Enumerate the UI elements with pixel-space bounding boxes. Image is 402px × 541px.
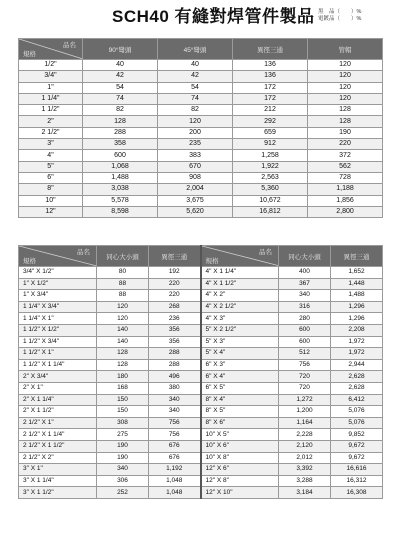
size-cell: 12" X 10" (201, 487, 279, 499)
size-cell: 8" (19, 184, 83, 195)
price-cell: 1,188 (308, 184, 383, 195)
price-cell: 74 (158, 93, 233, 104)
price-cell: 128 (83, 116, 158, 127)
size-cell: 1 1/2" X 3/4" (19, 336, 97, 348)
size-cell: 12" X 8" (201, 475, 279, 487)
table-header-row (19, 246, 383, 267)
price-cell: 288 (83, 127, 158, 138)
price-cell: 2,004 (158, 184, 233, 195)
size-cell: 3" X 1" (19, 464, 97, 476)
price-cell: 600 (279, 336, 331, 348)
price-cell: 54 (83, 82, 158, 93)
price-cell: 2,628 (331, 382, 383, 394)
price-cell: 1,296 (331, 301, 383, 313)
corner-header: 品名 規格 (201, 246, 279, 267)
price-cell: 5,620 (158, 206, 233, 217)
table-row (19, 93, 383, 104)
price-cell: 1,972 (331, 348, 383, 360)
price-cell: 2,800 (308, 206, 383, 217)
col-header-reducing-tee: 異徑三通 (331, 246, 383, 267)
price-cell: 756 (149, 429, 201, 441)
size-cell: 4" X 2" (201, 290, 279, 302)
col-header-reducing-tee: 異徑三通 (233, 39, 308, 60)
size-cell: 2" X 3/4" (19, 371, 97, 383)
price-cell: 40 (83, 60, 158, 71)
size-cell: 12" (19, 206, 83, 217)
price-cell: 136 (233, 60, 308, 71)
price-cell: 400 (279, 267, 331, 279)
price-cell: 383 (158, 150, 233, 161)
price-cell: 3,184 (279, 487, 331, 499)
size-cell: 8" X 6" (201, 417, 279, 429)
price-cell: 120 (308, 71, 383, 82)
price-cell: 192 (149, 267, 201, 279)
size-cell: 5" (19, 161, 83, 172)
table-row (19, 206, 383, 217)
price-cell: 720 (279, 382, 331, 394)
size-cell: 1 1/2" (19, 105, 83, 116)
price-cell: 16,308 (331, 487, 383, 499)
price-cell: 168 (97, 382, 149, 394)
price-cell: 120 (97, 301, 149, 313)
price-cell: 1,164 (279, 417, 331, 429)
table-row (19, 417, 383, 429)
table-row (19, 487, 383, 499)
price-cell: 74 (83, 93, 158, 104)
price-cell: 340 (279, 290, 331, 302)
price-cell: 220 (149, 278, 201, 290)
col-header-reducing-tee: 異徑三通 (149, 246, 201, 267)
size-cell: 2 1/2" X 2" (19, 452, 97, 464)
price-cell: 3,392 (279, 464, 331, 476)
size-cell: 12" X 6" (201, 464, 279, 476)
size-cell: 2 1/2" X 1 1/4" (19, 429, 97, 441)
price-cell: 659 (233, 127, 308, 138)
size-cell: 4" (19, 150, 83, 161)
price-cell: 5,076 (331, 406, 383, 418)
price-cell: 120 (308, 93, 383, 104)
table-row (19, 440, 383, 452)
price-cell: 120 (308, 82, 383, 93)
table-row (19, 452, 383, 464)
size-cell: 2 1/2" X 1 1/2" (19, 440, 97, 452)
table-row (19, 267, 383, 279)
size-cell: 3" X 1 1/4" (19, 475, 97, 487)
price-cell: 120 (158, 116, 233, 127)
price-cell: 212 (233, 105, 308, 116)
size-cell: 5" X 4" (201, 348, 279, 360)
size-cell: 5" X 2 1/2" (201, 324, 279, 336)
price-cell: 6,412 (331, 394, 383, 406)
table-row (19, 139, 383, 150)
price-cell: 600 (83, 150, 158, 161)
price-cell: 728 (308, 172, 383, 183)
table-row (19, 82, 383, 93)
size-cell: 1 1/4" (19, 93, 83, 104)
price-cell: 2,563 (233, 172, 308, 183)
table-row (19, 429, 383, 441)
table-row (19, 382, 383, 394)
price-cell: 3,288 (279, 475, 331, 487)
size-cell: 6" X 4" (201, 371, 279, 383)
price-cell: 180 (97, 371, 149, 383)
price-cell: 190 (97, 440, 149, 452)
table-row (19, 464, 383, 476)
price-cell: 150 (97, 394, 149, 406)
price-cell: 1,048 (149, 475, 201, 487)
size-cell: 1" X 3/4" (19, 290, 97, 302)
price-cell: 372 (308, 150, 383, 161)
price-cell: 10,672 (233, 195, 308, 206)
price-cell: 120 (308, 60, 383, 71)
price-cell: 292 (233, 116, 308, 127)
price-cell: 1,192 (149, 464, 201, 476)
size-cell: 8" X 4" (201, 394, 279, 406)
price-cell: 80 (97, 267, 149, 279)
price-cell: 1,068 (83, 161, 158, 172)
table-row (19, 105, 383, 116)
price-cell: 676 (149, 440, 201, 452)
table-row (19, 278, 383, 290)
note-black: 黑 品（ ）% (318, 9, 362, 15)
size-cell: 3" X 1 1/2" (19, 487, 97, 499)
col-header-concentric-reducer: 同心大小頭 (279, 246, 331, 267)
price-cell: 756 (149, 417, 201, 429)
price-cell: 496 (149, 371, 201, 383)
price-cell: 2,012 (279, 452, 331, 464)
price-cell: 140 (97, 324, 149, 336)
price-cell: 340 (149, 406, 201, 418)
price-cell: 1,488 (331, 290, 383, 302)
price-cell: 1,272 (279, 394, 331, 406)
price-cell: 288 (149, 348, 201, 360)
size-cell: 1 1/4" X 1" (19, 313, 97, 325)
table-row (19, 348, 383, 360)
price-cell: 380 (149, 382, 201, 394)
price-cell: 562 (308, 161, 383, 172)
size-cell: 1/2" (19, 60, 83, 71)
price-cell: 140 (97, 336, 149, 348)
price-cell: 1,652 (331, 267, 383, 279)
price-cell: 88 (97, 290, 149, 302)
price-cell: 128 (308, 116, 383, 127)
size-cell: 10" X 8" (201, 452, 279, 464)
price-cell: 1,488 (83, 172, 158, 183)
price-cell: 128 (97, 348, 149, 360)
corner-header: 品名 規格 (19, 39, 83, 60)
price-cell: 676 (149, 452, 201, 464)
price-cell: 316 (279, 301, 331, 313)
price-cell: 16,812 (233, 206, 308, 217)
table-row (19, 371, 383, 383)
size-cell: 10" (19, 195, 83, 206)
table-row (19, 475, 383, 487)
size-cell: 2 1/2" X 1" (19, 417, 97, 429)
price-cell: 8,598 (83, 206, 158, 217)
price-cell: 1,048 (149, 487, 201, 499)
size-cell: 1 1/2" X 1/2" (19, 324, 97, 336)
price-cell: 16,616 (331, 464, 383, 476)
table-row (19, 116, 383, 127)
table-row (19, 394, 383, 406)
col-header-90-elbow: 90°彎頭 (83, 39, 158, 60)
table-row (19, 150, 383, 161)
table-row (19, 301, 383, 313)
size-cell: 10" X 6" (201, 440, 279, 452)
price-cell: 912 (233, 139, 308, 150)
price-cell: 1,296 (331, 313, 383, 325)
price-cell: 1,922 (233, 161, 308, 172)
price-cell: 1,200 (279, 406, 331, 418)
table-row (19, 290, 383, 302)
size-cell: 1 1/2" X 1" (19, 348, 97, 360)
price-cell: 306 (97, 475, 149, 487)
price-cell: 5,360 (233, 184, 308, 195)
price-cell: 275 (97, 429, 149, 441)
size-cell: 1 1/2" X 1 1/4" (19, 359, 97, 371)
size-cell: 1" (19, 82, 83, 93)
elbow-tee-cap-table (18, 38, 383, 218)
table-row (19, 324, 383, 336)
size-cell: 2" X 1 1/2" (19, 406, 97, 418)
price-cell: 1,258 (233, 150, 308, 161)
price-cell: 5,578 (83, 195, 158, 206)
price-cell: 2,628 (331, 371, 383, 383)
price-cell: 2,944 (331, 359, 383, 371)
size-cell: 4" X 1 1/4" (201, 267, 279, 279)
price-cell: 5,076 (331, 417, 383, 429)
size-cell: 2 1/2" (19, 127, 83, 138)
col-header-45-elbow: 45°彎頭 (158, 39, 233, 60)
price-cell: 367 (279, 278, 331, 290)
price-cell: 1,856 (308, 195, 383, 206)
price-cell: 720 (279, 371, 331, 383)
price-cell: 42 (158, 71, 233, 82)
price-cell: 190 (97, 452, 149, 464)
price-cell: 340 (149, 394, 201, 406)
page-title: SCH40 有縫對焊管件製品 (112, 7, 315, 26)
size-cell: 10" X 5" (201, 429, 279, 441)
size-cell: 1 1/4" X 3/4" (19, 301, 97, 313)
price-cell: 128 (308, 105, 383, 116)
price-cell: 54 (158, 82, 233, 93)
price-cell: 172 (233, 82, 308, 93)
table-row (19, 172, 383, 183)
size-cell: 8" X 5" (201, 406, 279, 418)
price-cell: 200 (158, 127, 233, 138)
price-cell: 9,672 (331, 440, 383, 452)
size-cell: 6" (19, 172, 83, 183)
price-cell: 288 (149, 359, 201, 371)
price-cell: 2,228 (279, 429, 331, 441)
price-cell: 356 (149, 336, 201, 348)
price-cell: 2,208 (331, 324, 383, 336)
size-cell: 2" (19, 116, 83, 127)
price-cell: 220 (308, 139, 383, 150)
size-cell: 2" X 1 1/4" (19, 394, 97, 406)
price-cell: 16,312 (331, 475, 383, 487)
table-row (19, 336, 383, 348)
price-cell: 600 (279, 324, 331, 336)
price-cell: 120 (97, 313, 149, 325)
price-cell: 756 (279, 359, 331, 371)
price-cell: 190 (308, 127, 383, 138)
col-header-concentric-reducer: 同心大小頭 (97, 246, 149, 267)
size-cell: 5" X 3" (201, 336, 279, 348)
size-cell: 3/4" (19, 71, 83, 82)
size-cell: 4" X 3" (201, 313, 279, 325)
price-cell: 670 (158, 161, 233, 172)
price-cell: 280 (279, 313, 331, 325)
price-cell: 3,675 (158, 195, 233, 206)
table-row (19, 313, 383, 325)
price-cell: 358 (83, 139, 158, 150)
price-cell: 340 (97, 464, 149, 476)
size-cell: 4" X 2 1/2" (201, 301, 279, 313)
table-row (19, 161, 383, 172)
size-cell: 6" X 5" (201, 382, 279, 394)
size-cell: 6" X 3" (201, 359, 279, 371)
price-cell: 1,972 (331, 336, 383, 348)
table-row (19, 71, 383, 82)
table-row (19, 60, 383, 71)
table-row (19, 127, 383, 138)
price-cell: 82 (158, 105, 233, 116)
table-row (19, 184, 383, 195)
price-cell: 252 (97, 487, 149, 499)
price-cell: 356 (149, 324, 201, 336)
corner-header: 品名 規格 (19, 246, 97, 267)
price-notes (318, 9, 361, 23)
price-cell: 172 (233, 93, 308, 104)
note-plated: 電鍍品（ ）% (318, 16, 362, 22)
price-cell: 40 (158, 60, 233, 71)
price-cell: 2,120 (279, 440, 331, 452)
price-cell: 220 (149, 290, 201, 302)
price-cell: 268 (149, 301, 201, 313)
col-header-cap: 管帽 (308, 39, 383, 60)
size-cell: 1" X 1/2" (19, 278, 97, 290)
price-cell: 308 (97, 417, 149, 429)
table-row (19, 406, 383, 418)
price-cell: 235 (158, 139, 233, 150)
size-cell: 2" X 1" (19, 382, 97, 394)
price-cell: 512 (279, 348, 331, 360)
price-cell: 1,448 (331, 278, 383, 290)
price-cell: 88 (97, 278, 149, 290)
size-cell: 3/4" X 1/2" (19, 267, 97, 279)
price-cell: 3,038 (83, 184, 158, 195)
price-cell: 9,852 (331, 429, 383, 441)
size-cell: 4" X 1 1/2" (201, 278, 279, 290)
price-cell: 42 (83, 71, 158, 82)
size-cell: 3" (19, 139, 83, 150)
reducer-tee-table (18, 245, 383, 499)
price-cell: 128 (97, 359, 149, 371)
table-row (19, 195, 383, 206)
price-cell: 136 (233, 71, 308, 82)
price-cell: 82 (83, 105, 158, 116)
table-header-row (19, 39, 383, 60)
table-row (19, 359, 383, 371)
price-cell: 9,672 (331, 452, 383, 464)
price-cell: 150 (97, 406, 149, 418)
price-cell: 908 (158, 172, 233, 183)
price-cell: 236 (149, 313, 201, 325)
